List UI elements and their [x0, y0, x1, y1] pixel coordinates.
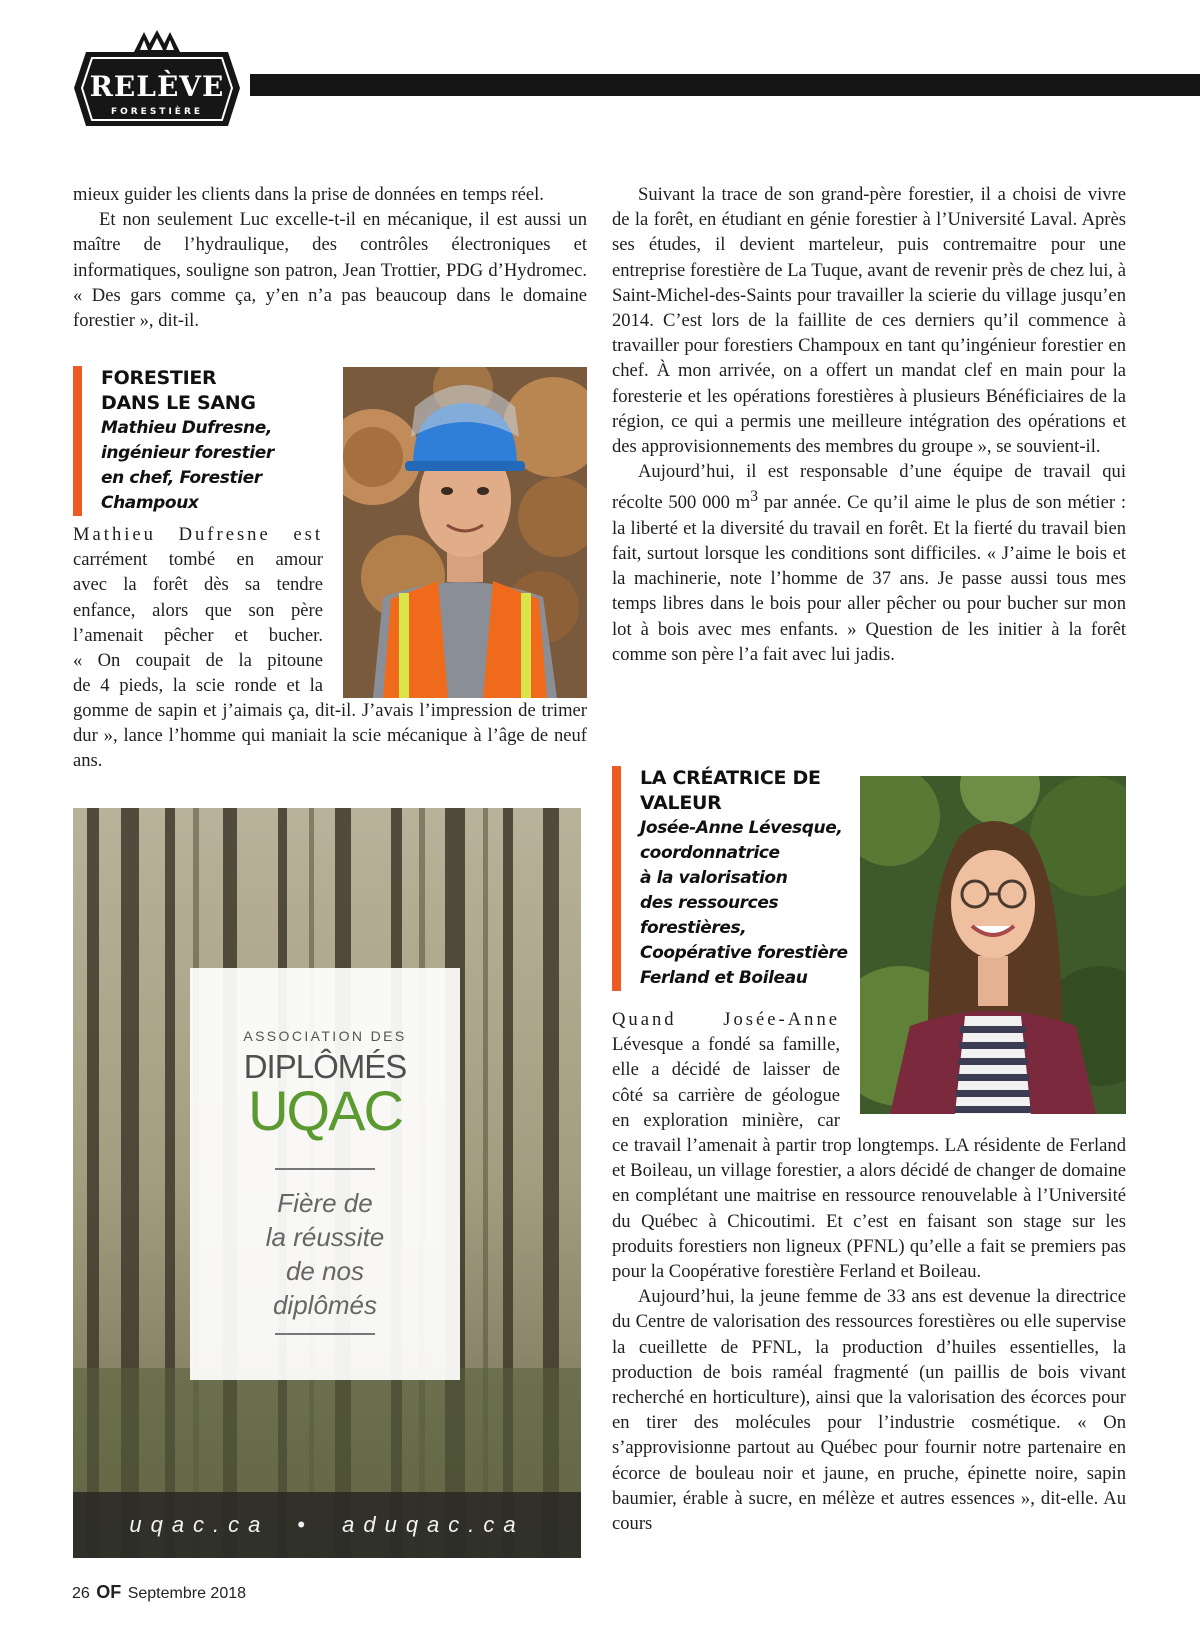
page-footer: [72, 1582, 246, 1603]
col2-main: [612, 182, 1126, 667]
text-line: l’amenait pêcher et bucher.: [73, 624, 323, 646]
col2-section2-rest: [612, 1133, 1126, 1536]
superscript: 3: [750, 488, 758, 506]
ad-association-label: ASSOCIATION DES: [243, 1028, 407, 1044]
paragraph: gomme de sapin et j’aimais ça, dit-il. J’avais l’impression de trimer dur », lance l’homme qui maniait la scie mécanique à l’âge de neuf ans.: [73, 700, 587, 772]
releve-forestiere-logo: [72, 30, 242, 148]
text-line: « On coupait de la pitoune: [73, 650, 323, 672]
ad-url-bar: [73, 1492, 581, 1558]
section-heading-forestier: [73, 366, 331, 516]
portrait-mathieu-dufresne: [343, 367, 587, 698]
ad-diplomes-label: DIPLÔMÉS: [243, 1048, 407, 1085]
col1-section1-wrap: [73, 522, 323, 698]
text-line: enfance, alors que son père: [73, 599, 323, 621]
section-title: DANS LE SANG: [101, 392, 256, 414]
header-rule: [250, 74, 1200, 96]
page-number: 26: [72, 1585, 90, 1602]
col1-intro: [73, 182, 587, 333]
section-subtitle: Ferland et Boileau: [640, 968, 808, 988]
ad-uqac-logo: UQAC: [248, 1079, 402, 1142]
divider: [275, 1168, 375, 1170]
section-subtitle: en chef, Forestier: [101, 468, 262, 488]
issue-date: Septembre 2018: [127, 1585, 247, 1602]
logo-subtitle: FORESTIÈRE: [110, 107, 204, 117]
text-line: avec la forêt dès sa tendre: [73, 574, 323, 596]
col1-section1-rest: [73, 698, 587, 774]
ad-link-aduqac[interactable]: aduqac.ca: [342, 1512, 525, 1537]
ad-tagline-line: Fière de: [277, 1188, 373, 1218]
section-subtitle: Mathieu Dufresne,: [101, 418, 272, 438]
section-title: LA CRÉATRICE DE: [640, 767, 821, 789]
section-subtitle: des ressources: [640, 893, 779, 913]
text-line: elle a décidé de laisser de: [612, 1059, 840, 1081]
text-line: Quand Josée-Anne: [612, 1009, 840, 1030]
section-subtitle: forestières,: [640, 918, 747, 938]
section-subtitle: coordonnatrice: [640, 843, 780, 863]
ad-tagline: [190, 1186, 460, 1322]
section-title: FORESTIER: [101, 367, 217, 389]
magazine-brand: OF: [96, 1582, 122, 1602]
paragraph: mieux guider les clients dans la prise de données en temps réel.: [73, 184, 544, 205]
divider: [275, 1333, 375, 1335]
text-line: de 4 pieds, la scie ronde et la: [73, 675, 323, 697]
text-line: Lévesque a fondé sa famille,: [612, 1034, 840, 1056]
section-subtitle: Coopérative forestière: [640, 943, 848, 963]
uqac-advertisement[interactable]: [73, 808, 581, 1558]
ad-link-uqac[interactable]: uqac.ca: [129, 1512, 270, 1537]
section-subtitle: Josée-Anne Lévesque,: [640, 818, 843, 838]
paragraph: ce travail l’amenait à partir trop longtemps. LA résidente de Ferland et Boileau, un village forestier, a alors décidé de changer de domaine en complétant une maitrise en ressource renouvelable à l’Université du Québec à Chicoutimi. Et c’est en faisant son stage sur les produits forestiers non ligneux (PFNL) qu’elle a fait se premiers pas pour la Coopérative forestière Ferland et Boileau.: [612, 1135, 1126, 1283]
text-line: côté sa carrière de géologue: [612, 1084, 840, 1106]
ad-tagline-line: de nos: [285, 1256, 365, 1286]
paragraph: Aujourd’hui, la jeune femme de 33 ans est devenue la directrice du Centre de valorisation des ressources forestières ou elle supervise la cueillette de PFNL, la production d’huiles essentielles, la production de bois raméal fragmenté (un paillis de bois vivant recherché en horticulture), ainsi que la valorisation des écorces pour en tirer des molécules pour l’industrie cosmétique. « On s’approvisionne partout au Québec pour fournir notre partenaire en écorce de bouleau noir et jaune, en pruche, épinette noire, sapin baumier, érable à sucre, en mélèze et autres essences », dit-elle. Au cours: [612, 1286, 1126, 1535]
ad-separator: •: [297, 1512, 315, 1537]
paragraph: Suivant la trace de son grand-père forestier, il a choisi de vivre de la forêt, en étudiant en génie forestier à l’Université Laval. Après ses études, il devient marteleur, puis contremaitre pour une entreprise forestière de La Tuque, avant de revenir près de chez lui, à Saint-Michel-des-Saints pour travailler la scierie du village jusqu’en 2014. C’est lors de la faillite de ces derniers qu’il commence à travailler pour forestiers Champoux en tant qu’ingénieur forestier en chef. À mon arrivée, on a offert un mandat clef en main pour la foresterie et les opérations forestières à plusieurs Bénéficiaires de la région, ce qui a permis une meilleure intégration des opérations et des approvisionnements des membres du groupe », se souvient-il.: [612, 184, 1126, 458]
ad-tagline-line: diplômés: [272, 1290, 378, 1320]
ad-tagline-line: la réussite: [265, 1222, 385, 1252]
text-line: carrément tombé en amour: [73, 549, 323, 571]
section-subtitle: à la valorisation: [640, 868, 788, 888]
text-run: Aujourd’hui, il est responsable d’une équipe de travail qui récolte 500 000 m: [612, 461, 1126, 514]
section-heading-creatrice: [612, 766, 870, 991]
section-title: VALEUR: [640, 792, 722, 814]
logo-wordmark: RELÈVE: [89, 70, 225, 103]
paragraph: [612, 459, 1126, 667]
text-run: par année. Ce qu’il aime le plus de son métier : la liberté et la diversité du travail en forêt. Et la fierté du travail bien fait, surtout lorsque les conditions sont difficiles. « J’aime le bois et la machinerie, note l’homme de 37 ans. Je passe aussi tous mes temps libres dans le bois pour aller pêcher ou pour bucher sur mon lot à bois avec mes enfants. » Question de les initier à la forêt comme son père l’a fait avec lui jadis.: [612, 492, 1126, 665]
col2-section2-wrap: [612, 1007, 840, 1133]
paragraph: Et non seulement Luc excelle-t-il en mécanique, il est aussi un maître de l’hydraulique, des contrôles électroniques et informatiques, souligne son patron, Jean Trottier, PDG d’Hydromec. « Des gars comme ça, y’en n’a pas beaucoup dans le domaine forestier », dit-il.: [73, 209, 587, 332]
ad-card: [190, 968, 460, 1380]
section-subtitle: Champoux: [101, 493, 199, 513]
section-subtitle: ingénieur forestier: [101, 443, 274, 463]
text-line: en exploration minière, car: [612, 1109, 840, 1131]
portrait-josee-anne-levesque: [860, 776, 1126, 1114]
text-line: Mathieu Dufresne est: [73, 524, 323, 545]
